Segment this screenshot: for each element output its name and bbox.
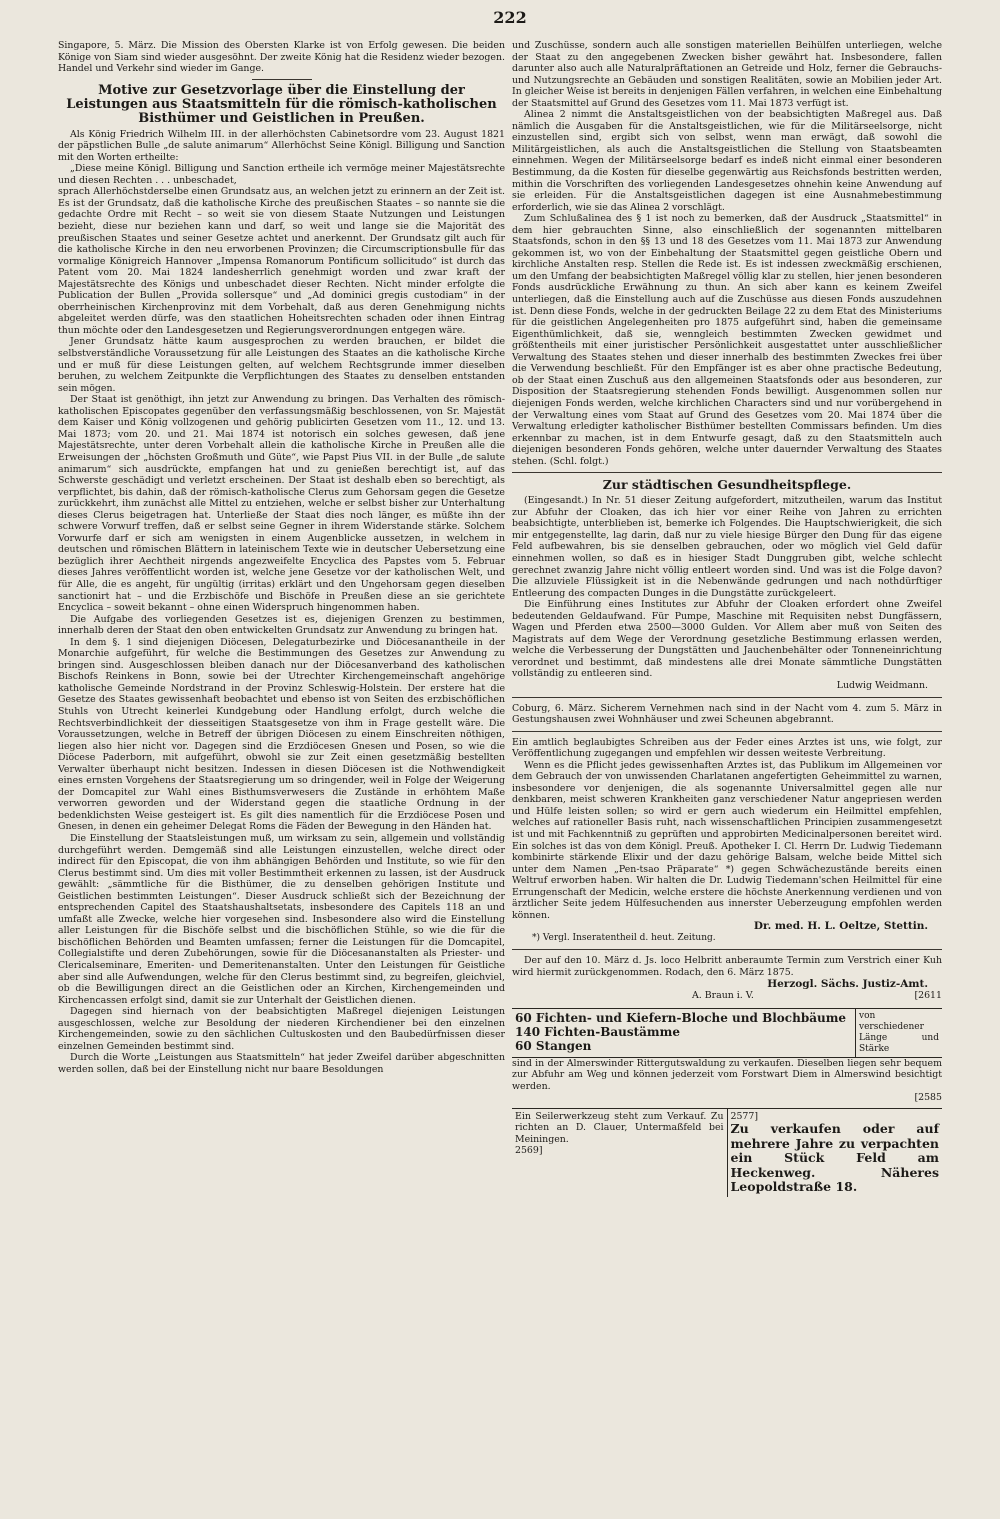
health-paragraph: (Eingesandt.) In Nr. 51 dieser Zeitung aufgefordert, mitzutheilen, warum das Institut zur Abfuhr der Cloaken, das ich hier vor einer Reihe von Jahren zu errichten beabsichtigte, unterblieben ist, bemerke ich Folgendes. Die Hauptschwierigkeit, die sich mir entgegenstellte, lag darin, daß nur zu viele hiesige Bürger den Dung für das eigene Feld aufbewahren, bis sie denselben gebrauchen, oder wo möglich viel Geld dafür einnehmen wollen, so daß es in hiesiger Stadt Dunggruben gibt, welche schlecht gerechnet zwanzig Jahre nicht völlig entleert worden sind. Und was ist die Folge davon? Die allzuviele Flüssigkeit ist in die Nebenwände gedrungen und nach nothdürftiger Entleerung des compacten Dunges in die Dungstätte zurückgeleert.: [512, 495, 942, 599]
seiler-ad-text: Ein Seilerwerkzeug steht zum Verkauf. Zu richten an D. Clauer, Untermaßfeld bei Meiningen.: [515, 1110, 724, 1145]
wood-ad-items: [512, 1009, 856, 1057]
article-paragraph: Der Staat ist genöthigt, ihn jetzt zur Anwendung zu bringen. Das Verhalten des römisch-katholischen Episcopates gegenüber den verfassungsmäßig beschlossenen, von Sr. Majestät dem Kaiser und König vollzogenen und gehörig publicirten Gesetzen vom 11., 12. und 13. Mai 1873; vom 20. und 21. Mai 1874 ist notorisch ein solches gewesen, daß jene Majestätsrechte, unter deren Vorbehalt allein die katholische Kirche in Preußen alle die Erweisungen der „höchsten Großmuth und Güte“, wie Papst Pius VII. in der Bulle „de salute animarum“ sich ausdrückte, empfangen hat und zu genießen berechtigt ist, auf das Schwerste geschädigt und verletzt erscheinen. Der Staat ist deshalb eben so berechtigt, als verpflichtet, bis dahin, daß der römisch-katholische Clerus zum Gehorsam gegen die Gesetze zurückkehrt, ihm zunächst alle Mittel zu entziehen, welche er selbst bisher zur Unterhaltung dieses Clerus beigetragen hat. Unterließe der Staat dies noch länger, es müßte ihn der schwere Vorwurf treffen, daß er selbst seine Gegner in ihrem Widerstande stärke. Solchem Vorwurfe darf er sich am wenigsten in einem Augenblicke aussetzen, in welchem in deutschen und römischen Blättern in lateinischem Texte wie in deutscher Uebersetzung eine bezüglich ihrer Aechtheit nirgends angezweifelte Encyclica des Papstes vom 5. Februar dieses Jahres veröffentlicht worden ist, welche jene Gesetze vor der katholischen Welt, und für Alle, die es angeht, für ungültig (irritas) erklärt und den Ungehorsam gegen dieselben sanctionirt hat – und die Erzbischöfe und Bischöfe in Preußen diese an sie gerichtete Encyclica – soweit bekannt – ohne einen Widerspruch hingenommen haben.: [58, 394, 505, 614]
small-ads: [512, 1108, 942, 1197]
health-paragraph: Die Einführung eines Institutes zur Abfuhr der Cloaken erfordert ohne Zweifel bedeutenden Geldaufwand. Für Pumpe, Maschine mit Requisiten nebst Dungfässern, Wagen und Pferden etwa 2500—3000 Gulden. Vor Allem aber muß von Seiten des Magistrats auf dem Wege der Verordnung gesetzliche Bestimmung erlassen werden, welche die Verbesserung der Dungstätten und Jauchenbehälter oder Tonneneinrichtung verordnet und bestimmt, daß mindestens alle drei Monate sämmtliche Dungstätten vollständig zu entleeren sind.: [512, 599, 942, 680]
article-paragraph: Die Aufgabe des vorliegenden Gesetzes ist es, diejenigen Grenzen zu bestimmen, innerhalb deren der Staat den oben entwickelten Grundsatz zur Anwendung zu bringen hat.: [58, 613, 505, 637]
amt-signature: Herzogl. Sächs. Justiz-Amt.: [767, 977, 928, 990]
wood-ad-line: 60 Fichten- und Kiefern-Bloche und Blochbäume: [515, 1010, 847, 1025]
article-paragraph: Durch die Worte „Leistungen aus Staatsmitteln“ hat jeder Zweifel darüber abgeschnitten werden sollen, daß bei der Einstellung nicht nur baare Besoldungen: [58, 1052, 505, 1075]
article-paragraph: und Zuschüsse, sondern auch alle sonstigen materiellen Beihülfen unterliegen, welche der Staat zu den angegebenen Zwecken bisher gewährt hat. Insbesondere, fallen darunter also auch alle Naturalpräftationen an Getreide und Holz, ferner die Gebrauchs- und Nutzungsrechte an Gebäuden und sonstigen Realitäten, sowie an Mobilien jeder Art. In gleicher Weise ist bereits in denjenigen Fällen verfahren, in welchen eine Einbehaltung der Staatsmittel auf Grund des Gesetzes vom 11. Mai 1873 verfügt ist.: [512, 40, 942, 109]
health-signature: Ludwig Weidmann.: [836, 679, 928, 691]
feld-ad-number: 2577]: [730, 1110, 759, 1122]
wood-ad-header: [512, 1008, 942, 1058]
divider: [512, 949, 942, 950]
divider: [252, 79, 312, 80]
motive-headline: Motive zur Gesetzvorlage über die Einstellung der Leistungen aus Staatsmitteln für die römisch-katholischen Bisthümer und Geistlichen in Preußen.: [66, 82, 497, 126]
article-paragraph: Dagegen sind hiernach von der beabsichtigten Maßregel diejenigen Leistungen ausgeschlossen, welche zur Besoldung der niederen Kirchendiener bei den einzelnen Kirchengemeinden, sowie zu den sächlichen Cultuskosten und den Baubedürfnissen dieser einzelnen Gemeinden bestimmt sind.: [58, 1006, 505, 1052]
arzt-paragraph: Wenn es die Pflicht jedes gewissenhaften Arztes ist, das Publikum im Allgemeinen vor dem Gebrauch der von unwissenden Charlatanen angefertigten Geheimmittel zu warnen, insbesondere vor denjenigen, die als sogenannte Universalmittel gegen alle nur denkbaren, meist schweren Krankheiten ganz verschiedener Natur angepriesen werden und Hülfe leisten sollen; so wird er gern auch wiederum ein Heilmittel empfehlen, welches auf rationeller Basis ruht, nach wissenschaftlichen Principien zusammengesetzt ist und mit Fachkenntniß zu geprüften und approbirten Medicinalpersonen bereitet wird. Ein solches ist das von dem Königl. Preuß. Apotheker I. Cl. Herrn Dr. Ludwig Tiedemann kombinirte stärkende Elixir und der dazu gehörige Balsam, welche beide Mittel sich unter dem Namen „Pen-tsao Präparate“ *) gegen Schwächezustände bereits einen Weltruf erworben haben. Wir halten die Dr. Ludwig Tiedemann'schen Heilmittel für eine Errungenschaft der Medicin, welche erstere die höchste Anerkennung verdienen und von ärztlicher Seite jedem Hülfesuchenden aus innerster Ueberzeugung empfohlen werden können.: [512, 759, 942, 921]
coburg-report: Coburg, 6. März. Sicherem Vernehmen nach sind in der Nacht vom 4. zum 5. März in Gestungshausen zwei Wohnhäuser und zwei Scheunen abgebrannt.: [512, 702, 942, 726]
wood-ad-text: sind in der Almerswinder Rittergutswaldung zu verkaufen. Dieselben liegen sehr bequem zur Abfuhr am Weg und können jederzeit vom Forstwart Diem in Almerswind besichtigt werden.: [512, 1057, 942, 1092]
article-paragraph: Jener Grundsatz hätte kaum ausgesprochen zu werden brauchen, er bildet die selbstverständliche Voraussetzung für alle Leistungen des Staates an die katholische Kirche und er muß für diese Leistungen gelten, auf welchem Rechtsgrunde immer dieselben beruhen, zu welchem Zeitpunkte die Verpflichtungen des Staates zu denselben entstanden sein mögen.: [58, 336, 505, 394]
wood-ad-number: [2585: [914, 1092, 942, 1104]
article-paragraph: Alinea 2 nimmt die Anstaltsgeistlichen von der beabsichtigten Maßregel aus. Daß nämlich die Ausgaben für die Anstaltsgeistlichen, wie für die Militärseelsorge, nicht einzustellen sind, ergibt sich von selbst, wenn man erwägt, daß sowohl die Militärgeistlichen, als auch die Anstaltsgeistlichen die Stellung von Staatsbeamten einnehmen. Wegen der Militärseelsorge bedarf es indeß nicht einmal einer besonderen Bestimmung, da die Kosten für dieselbe gegenwärtig aus Reichsfonds bestritten werden, mithin die Vorschriften des vorliegenden Landesgesetzes ohnehin keine Anwendung auf sie erleiden. Für die Anstaltsgeistlichen dagegen ist eine Ausnahmebestimmung erforderlich, wie sie das Alinea 2 vorschlägt.: [512, 109, 942, 213]
amt-number: [2611: [914, 990, 942, 1002]
article-paragraph: Die Einstellung der Staatsleistungen muß, um wirksam zu sein, allgemein und vollständig durchgeführt werden. Demgemäß sind alle Leistungen einzustellen, welche direct oder indirect für den Episcopat, die von ihm abhängigen Behörden und Institute, so wie für den Clerus bestimmt sind. Um dies mit voller Bestimmtheit erkennen zu lassen, ist der Ausdruck gewählt: „sämmtliche für die Bisthümer, die zu denselben gehörigen Institute und Geistlichen bestimmten Leistungen“. Dieser Ausdruck schließt sich der Bezeichnung der entsprechenden Capitel des Staatshaushaltsetats, insbesondere des Capitels 118 an und umfaßt alle Zwecke, welche hier vorgesehen sind. Insbesondere also wird die Einstellung aller Leistungen für die Bischöfe selbst und die bischöflichen Stühle, so wie die für die bischöflichen Behörden und Beamten umfassen; ferner die Leistungen für die Domcapitel, Collegialstifte und deren Zubehörungen, sowie für die Diöcesananstalten als Priester- und Clericalseminare, Emeriten- und Demeritenanstalten. Unter den Leistungen für Geistliche aber sind alle Aufwendungen, welche für den Clerus bestimmt sind, zu begreifen, gleichviel, ob die Bewilligungen direct an die Geistlichen oder an Kirchen, Kirchengemeinden und Kirchencassen erfolgt sind, damit sie zur Unterhalt der Geistlichen dienen.: [58, 833, 505, 1006]
seiler-ad: [512, 1109, 727, 1197]
left-column: [58, 40, 505, 1500]
article-paragraph: In dem §. 1 sind diejenigen Diöcesen, Delegaturbezirke und Diöcesanantheile in der Monarchie aufgeführt, für welche die Bestimmungen des Gesetzes zur Anwendung zu bringen sind. Ausgeschlossen bleiben danach nur der Diöcesanverband des katholischen Bischofs Reinkens in Bonn, sowie bei der Utrechter Kirchengemeinschaft angehörige katholische Gemeinde Nordstrand in der Provinz Schleswig-Holstein. Der erstere hat die Gesetze des Staates gewissenhaft beobachtet und ebenso ist von Seiten des erzbischöflichen Stuhls von Utrecht keinerlei Kundgebung oder Handlung erfolgt, durch welche die Rechtsverbindlichkeit der diesseitigen Staatsgesetze von ihm in Frage gestellt wäre. Die Voraussetzungen, welche in Betreff der übrigen Diöcesen zu einem Einschreiten nöthigen, liegen also hier nicht vor. Dagegen sind die Erzdiöcesen Gnesen und Posen, so wie die Diöcese Paderborn, mit aufgeführt, obwohl sie zur Zeit einen gesetzmäßig bestellten Verwalter überhaupt nicht besitzen. Indessen in diesen Diöcesen ist die Nothwendigkeit eines ernsten Vorgehens der Staatsregierung um so dringender, weil in Folge der Weigerung der Domcapitel zur Wahl eines Bisthumsverwesers die Zustände in erhöhtem Maße verworren geworden und der Widerstand gegen die staatliche Ordnung in der bedenklichsten Weise gesteigert ist. Es gilt dies namentlich für die Erzdiöcese Posen und Gnesen, in denen ein geheimer Delegat Roms die Fäden der Bewegung in den Händen hat.: [58, 636, 505, 833]
page-number: 222: [493, 8, 527, 27]
wood-ad-line: 140 Fichten-Baustämme: [515, 1024, 680, 1039]
singapore-report: Singapore, 5. März. Die Mission des Obersten Klarke ist von Erfolg gewesen. Die beiden Könige von Siam sind wieder ausgesöhnt. Der zweite König hat die Residenz wieder bezogen. Handel und Verkehr sind wieder im Gange.: [58, 40, 505, 75]
amt-signer: A. Braun i. V.: [692, 990, 754, 1002]
arzt-signature: Dr. med. H. L. Oeltze, Stettin.: [753, 920, 928, 933]
right-column: [512, 40, 942, 1500]
health-headline: Zur städtischen Gesundheitspflege.: [602, 477, 852, 493]
article-paragraph: Zum Schlußalinea des § 1 ist noch zu bemerken, daß der Ausdruck „Staatsmittel“ in dem hier gebrauchten Sinne, also einschließlich der sogenannten mittelbaren Staatsfonds, schon in den §§ 13 und 18 des Gesetzes vom 11. Mai 1873 zur Anwendung gekommen ist, wo von der Einbehaltung der Staatsmittel gegen geistliche Obern und kirchliche Anstalten resp. Stellen die Rede ist. Es ist indessen zweckmäßig erschienen, um den Umfang der beabsichtigten Maßregel völlig klar zu stellen, hier jenen besonderen Fonds ausdrückliche Erwähnung zu thun. An sich aber kann es keinem Zweifel unterliegen, daß die Einstellung auch auf die Zuschüsse aus diesen Fonds auszudehnen ist. Denn diese Fonds, welche in der gedruckten Beilage 22 zu dem Etat des Ministeriums für die geistlichen Angelegenheiten pro 1875 aufgeführt sind, haben die gemeinsame Eigenthümlichkeit, daß sie, wenngleich bestimmten Zwecken gewidmet und größtentheils mit einer juristischer Persönlichkeit ausgestattet unter ausschließlicher Verwaltung des Staates stehen und dieser innerhalb des bestimmten Zweckes frei über die Verwendung beschließt. Für den Empfänger ist es aber ohne practische Bedeutung, ob der Staat einen Zuschuß aus den allgemeinen Staatsfonds oder aus besonderen, zur Disposition der Staatsregierung stehenden Fonds bewilligt. Ausgenommen sollen nur diejenigen Fonds werden, welche kirchlichen Characters sind und nur vorübergehend in der Verwaltung eines vom Staat auf Grund des Gesetzes vom 20. Mai 1874 über die Verwaltung erledigter katholischer Bisthümer bestellten Commissars befinden. Um dies erkennbar zu machen, ist in dem Entwurfe gesagt, daß zu den Staatsmitteln auch diejenigen besonderen Fonds gehören, welche unter dauernder Verwaltung des Staates stehen. (Schl. folgt.): [512, 213, 942, 467]
wood-ad-line: 60 Stangen: [515, 1038, 592, 1053]
article-paragraph: sprach Allerhöchstderselbe einen Grundsatz aus, an welchen jetzt zu erinnern an der Zeit ist. Es ist der Grundsatz, daß die katholische Kirche des preußischen Staates – so nannte sie die gedachte Ordre mit Recht – so weit sie von diesem Staate Nutzungen und Leistungen bezieht, diese nur beziehen kann und darf, so weit und lange sie die Majorität des preußischen Staates und seiner Gesetze achtet und anerkennt. Der Grundsatz gilt auch für die katholische Kirche in den neu erworbenen Provinzen; die Circumscriptionsbulle für das vormalige Königreich Hannover „Impensa Romanorum Pontificum sollicitudo“ ist durch das Patent vom 20. Mai 1824 landesherrlich genehmigt worden und zwar kraft der Majestätsrechte des Königs und unbeschadet dieser Rechten. Nicht minder erfolgte die Publication der Bullen „Provida sollersque“ und „Ad dominici gregis custodiam“ in der oberrheinischen Kirchenprovinz mit dem Vorbehalt, daß aus deren Genehmigung nichts abgeleitet werden dürfe, was den staatlichen Hoheitsrechten schaden oder ihnen Eintrag thun möchte oder den Landesgesetzen und Regierungsverordnungen entgegen wäre.: [58, 186, 505, 336]
footnote: *) Vergl. Inseratentheil d. heut. Zeitung.: [532, 932, 716, 943]
divider: [512, 472, 942, 473]
article-paragraph: Als König Friedrich Wilhelm III. in der allerhöchsten Cabinetsordre vom 23. August 1821 der päpstlichen Bulle „de salute animarum“ Allerhöchst Seine Königl. Billigung und Sanction mit den Worten ertheilte:: [58, 128, 505, 163]
wood-ad-side: von verschiedener Länge und Stärke: [859, 1010, 939, 1054]
amt-footer: [512, 990, 942, 1002]
seiler-ad-number: 2569]: [515, 1145, 543, 1157]
divider: [512, 731, 942, 732]
amt-notice: Der auf den 10. März d. Js. loco Helbritt anberaumte Termin zum Verstrich einer Kuh wird hiermit zurückgenommen. Rodach, den 6. März 1875.: [512, 955, 942, 979]
article-quote: „Diese meine Königl. Billigung und Sanction ertheile ich vermöge meiner Majestätsrechte und diesen Rechten . . . unbeschadet,: [58, 163, 505, 186]
arzt-headline: Ein amtlich beglaubigtes Schreiben aus der Feder eines Arztes ist uns, wie folgt, zur Veröffentlichung zugegangen und empfehlen wir dessen weiteste Verbreitung.: [512, 736, 942, 760]
divider: [512, 697, 942, 698]
feld-ad-text: Zu verkaufen oder auf mehrere Jahre zu verpachten ein Stück Feld am Heckenweg. Näheres Leopoldstraße 18.: [730, 1121, 939, 1195]
feld-ad: [727, 1109, 943, 1197]
